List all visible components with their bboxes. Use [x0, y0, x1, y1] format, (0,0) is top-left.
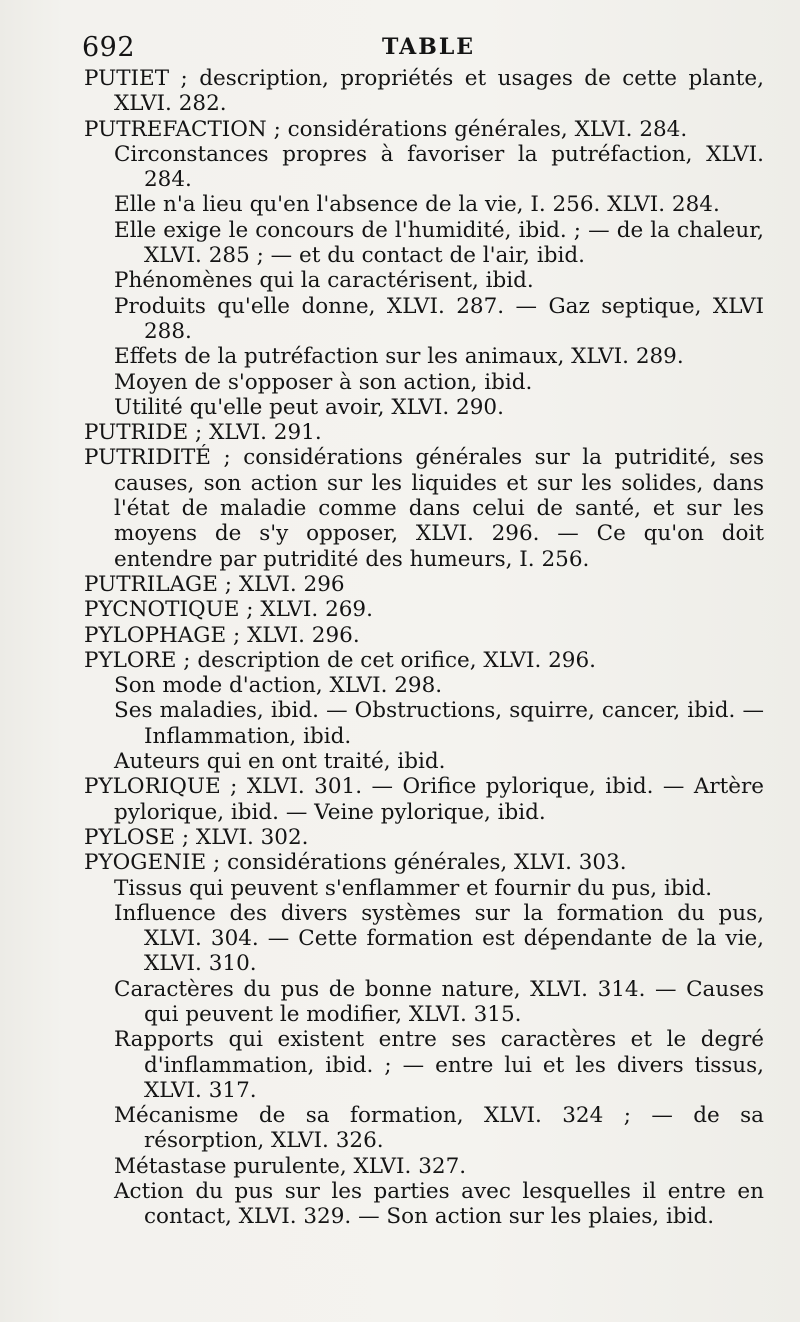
index-entry: PUTRIDE ; XLVI. 291. — [84, 420, 322, 446]
index-subentry: Produits qu'elle donne, XLVI. 287. — Gaz septique, XLVI 288. — [114, 293, 764, 344]
index-subentry: Elle exige le concours de l'humidité, ibid. ; — de la chaleur, XLVI. 285 ; — et du contact de l'air, ibid. — [114, 217, 764, 269]
page-number: 692 — [82, 32, 136, 63]
index-entry: PYLOSE ; XLVI. 302. — [84, 824, 309, 850]
index-entry: PUTRILAGE ; XLVI. 296 — [84, 571, 345, 597]
index-subentry: Ses maladies, ibid. — Obstructions, squirre, cancer, ibid. — Inflammation, ibid. — [114, 698, 764, 749]
index-entry: PUTIET ; description, propriétés et usages de cette plante, XLVI. 282. — [84, 66, 764, 117]
page-header — [82, 32, 772, 66]
index-entry: PYLORIQUE ; XLVI. 301. — Orifice pylorique, ibid. — Artère pylorique, ibid. — Veine pylorique, ibid. — [84, 774, 764, 825]
index-subentry: Métastase purulente, XLVI. 327. — [114, 1153, 467, 1179]
running-title: TABLE — [382, 34, 476, 60]
index-entries — [84, 66, 764, 1230]
index-subentry: Auteurs qui en ont traité, ibid. — [114, 749, 446, 775]
index-subentry: Action du pus sur les parties avec lesquelles il entre en contact, XLVI. 329. — Son action sur les plaies, ibid. — [114, 1179, 764, 1230]
index-subentry: Utilité qu'elle peut avoir, XLVI. 290. — [114, 394, 504, 420]
index-subentry: Rapports qui existent entre ses caractères et le degré d'inflammation, ibid. ; — entre lui et les divers tissus, XLVI. 317. — [114, 1027, 764, 1103]
index-subentry: Effets de la putréfaction sur les animaux, XLVI. 289. — [114, 344, 684, 370]
index-entry: PYCNOTIQUE ; XLVI. 269. — [84, 597, 373, 623]
index-entry: PUTRIDITÉ ; considérations générales sur la putridité, ses causes, son action sur les liquides et sur les solides, dans l'état de maladie comme dans celui de santé, et sur les moyens de s'y opposer, XLVI. 296. — Ce qu'on doit entendre par putridité des humeurs, I. 256. — [84, 445, 764, 572]
index-subentry: Phénomènes qui la caractérisent, ibid. — [114, 268, 534, 294]
index-subentry: Elle n'a lieu qu'en l'absence de la vie, I. 256. XLVI. 284. — [114, 192, 720, 218]
index-entry: PUTREFACTION ; considérations générales, XLVI. 284. — [84, 116, 688, 142]
index-subentry: Influence des divers systèmes sur la formation du pus, XLVI. 304. — Cette formation est dépendante de la vie, XLVI. 310. — [114, 900, 764, 977]
index-subentry: Moyen de s'opposer à son action, ibid. — [114, 369, 533, 395]
index-subentry: Tissus qui peuvent s'enflammer et fournir du pus, ibid. — [114, 875, 713, 901]
index-subentry: Mécanisme de sa formation, XLVI. 324 ; — de sa résorption, XLVI. 326. — [114, 1103, 764, 1154]
index-subentry: Son mode d'action, XLVI. 298. — [114, 673, 443, 699]
index-subentry: Circonstances propres à favoriser la putréfaction, XLVI. 284. — [114, 141, 764, 193]
index-entry: PYOGENIE ; considérations générales, XLVI. 303. — [84, 850, 627, 876]
index-entry: PYLOPHAGE ; XLVI. 296. — [84, 622, 360, 648]
index-entry: PYLORE ; description de cet orifice, XLVI. 296. — [84, 647, 597, 673]
index-subentry: Caractères du pus de bonne nature, XLVI. 314. — Causes qui peuvent le modifier, XLVI. 315. — [114, 976, 764, 1027]
